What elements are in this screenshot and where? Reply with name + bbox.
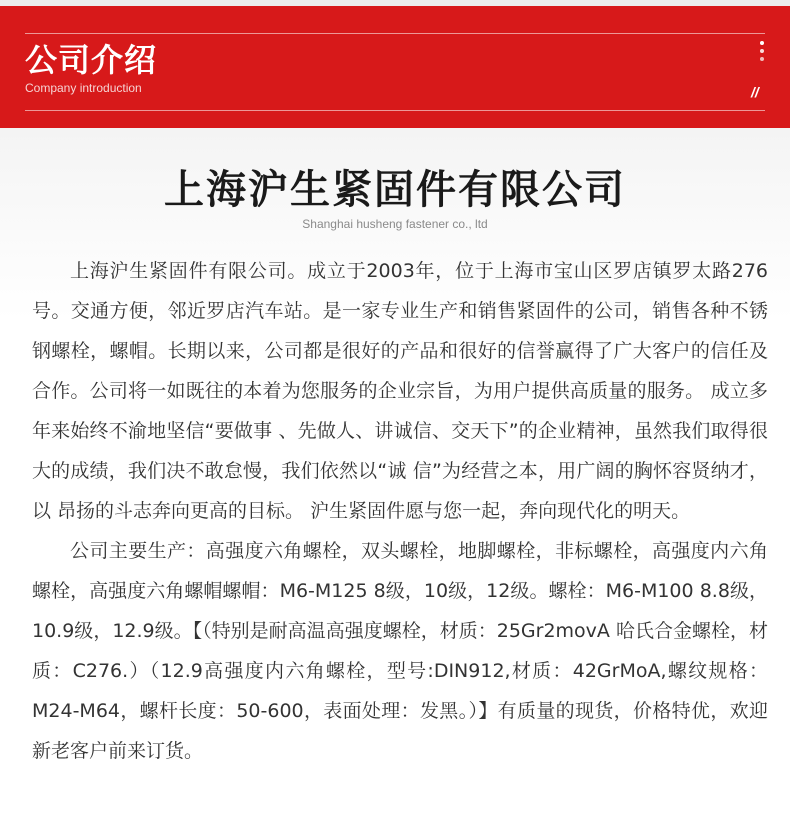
- company-name-heading: 上海沪生紧固件有限公司: [164, 167, 626, 213]
- section-header-banner: [0, 6, 790, 128]
- slash-decoration: //: [751, 84, 759, 100]
- section-title: 公司介绍: [25, 41, 158, 79]
- products-paragraph: 公司主要生产：高强度六角螺栓，双头螺栓，地脚螺栓，非标螺栓，高强度内六角螺栓，高强度六角螺帽螺帽：M6-M125 8级，10级，12级。螺栓：M6-M100 8.8级，10.9级，12.9级。【（特别是耐高温高强度螺栓，材质：25Gr2movA 哈氏合金螺栓，材质：C276.）（12.9高强度内六角螺栓，型号:DIN912,材质：42GrMoA,螺纹规格：M24-M64，螺杆长度：50-600，表面处理：发黑。）】有质量的现货，价格特优，欢迎新老客户前来订货。: [32, 540, 768, 762]
- header-top-divider: [25, 33, 765, 34]
- company-description: [32, 251, 768, 771]
- intro-paragraph: 上海沪生紧固件有限公司。成立于2003年，位于上海市宝山区罗店镇罗太路276号。交通方便，邻近罗店汽车站。是一家专业生产和销售紧固件的公司，销售各种不锈钢螺栓，螺帽。长期以来，公司都是很好的产品和很好的信誉赢得了广大客户的信任及合作。公司将一如既往的本着为您服务的企业宗旨，为用户提供高质量的服务。 成立多年来始终不渝地坚信“要做事 、先做人、讲诚信、交天下”的企业精神，虽然我们取得很大的成绩，我们决不敢怠慢，我们依然以“诚 信”为经营之本，用广阔的胸怀容贤纳才，以 昂扬的斗志奔向更高的目标。 沪生紧固件愿与您一起，奔向现代化的明天。: [32, 260, 768, 522]
- more-vertical-icon: [759, 41, 765, 67]
- company-english-name: Shanghai husheng fastener co., ltd: [302, 217, 488, 231]
- header-bottom-divider: [25, 110, 765, 111]
- section-subtitle: Company introduction: [25, 81, 142, 95]
